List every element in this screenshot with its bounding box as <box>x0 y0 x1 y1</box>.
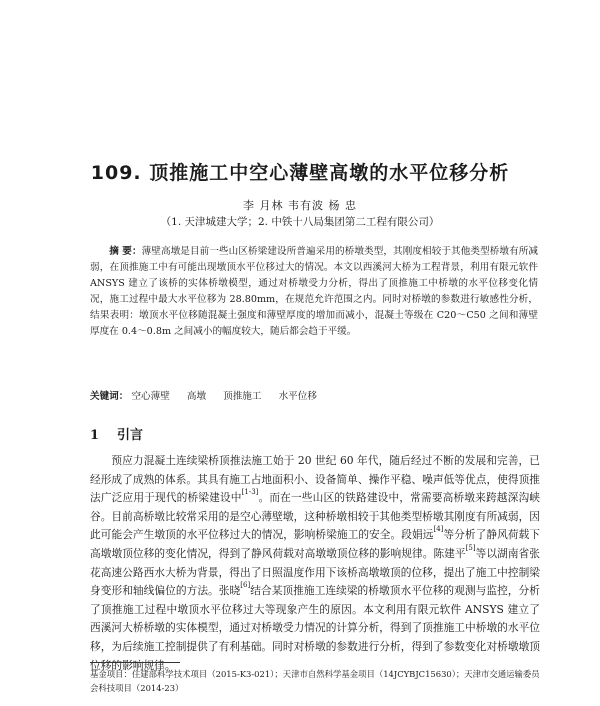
section-title: 引言 <box>117 428 144 443</box>
abstract-label: 摘 要： <box>109 246 142 257</box>
body-text: 结合某顶推施工连续梁的桥墩顶水平位移的观测与监控，分析了顶推施工过程中墩顶水平位移过大等现象产生的原因。本文利用有限元软件 ANSYS 建立了西溪河大桥桥墩的实体模型，通过对桥墩受力情况的计算分析，得到了顶推施工中桥墩的水平位移，为后续施工控制提供了有利基础。同时对桥墩的参数进行分析，得到了参数变化对桥墩墩顶位移的影响规律。 <box>90 584 540 672</box>
abstract-text: 薄壁高墩是目前一些山区桥梁建设所普遍采用的桥墩类型，其刚度相较于其他类型桥墩有所减弱，在顶推施工中有可能出现墩顶水平位移过大的情况。本文以西溪河大桥为工程背景，利用有限元软件 ANSYS 建立了该桥的实体桥墩模型，通过对桥墩受力分析，得出了顶推施工中桥墩的水平位移变化情况，施工过程中最大水平位移为 28.80mm，在规范允许范围之内。同时对桥墩的参数进行敏感性分析，结果表明：墩顶水平位移随混凝土强度和薄壁厚度的增加而减小，混凝土等级在 C20～C50 之间和薄壁厚度在 0.4～0.8m 之间减小的幅度较大，随后都会趋于平缓。 <box>90 246 539 337</box>
abstract <box>90 244 538 340</box>
keywords-label: 关键词： <box>90 391 129 402</box>
footnote: 基金项目：住建部科学技术项目（2015-K3-021）；天津市自然科学基金项目（14JCYBJC15630）；天津市交通运输委员会科技项目（2014-23） <box>90 669 540 693</box>
affiliation: （1. 天津城建大学；2. 中铁十八局集团第二工程有限公司） <box>160 216 440 228</box>
body-text: 。而在一些山区的铁路建设中，常需要高桥墩来跨越深沟峡谷。目前高桥墩比较常采用的是空心薄壁墩，这种桥墩相较于其他类型桥墩其刚度有所减弱，因此可能会产生墩顶的水平位移过大的情况，影响桥梁施工的安全。段娟远 <box>90 491 540 542</box>
body-text: 预应力混凝土连续梁桥顶推法施工始于 20 世纪 60 年代，随后经过不断的发展和完善，已经形成了成熟的体系。其具有施工占地面积小、设备简单、操作平稳、噪声低等优点，使得顶推法广泛应用于现代的桥梁建设中 <box>90 454 540 505</box>
citation: [1-3] <box>241 488 259 497</box>
author-list: 李 月林 韦有波 杨 忠 <box>243 199 357 212</box>
section-heading <box>90 424 143 443</box>
body-text: 等分析了静风荷载下高墩墩顶位移的变化情况，得到了静风荷载对高墩墩顶位移的影响规律。陈建平 <box>90 528 540 560</box>
keyword: 顶推施工 <box>223 391 262 402</box>
keywords <box>90 389 538 405</box>
footnote-divider <box>90 662 180 663</box>
citation: [5] <box>465 543 476 552</box>
citation: [6] <box>240 581 251 590</box>
keyword: 空心薄壁 <box>131 391 170 402</box>
section-number: 1 <box>90 428 100 443</box>
keyword: 高墩 <box>186 391 207 402</box>
keyword: 水平位移 <box>278 391 317 402</box>
citation: [4] <box>433 525 444 534</box>
body-text: 等以湖南省张花高速公路西水大桥为背景，得出了日照温度作用下该桥高墩墩顶的位移，提出了施工中控制梁身变形和轴线偏位的方法。张晓 <box>90 546 540 598</box>
body-paragraph <box>90 452 540 675</box>
paper-title: 109. 顶推施工中空心薄壁高墩的水平位移分析 <box>90 162 510 184</box>
